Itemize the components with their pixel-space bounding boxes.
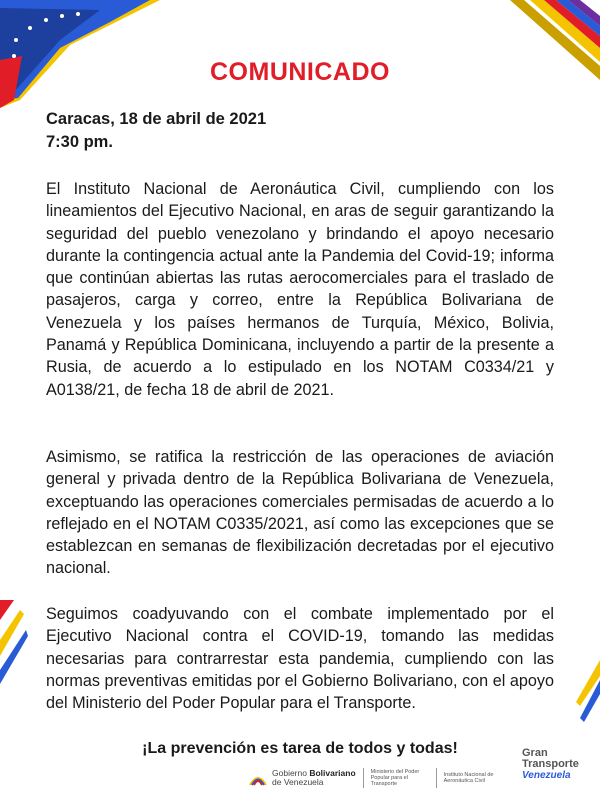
place-date: Caracas, 18 de abril de 2021 (46, 110, 267, 128)
corner-decoration-top-left (0, 0, 160, 110)
government-name: Gobierno Bolivariano de Venezuela (272, 768, 356, 787)
paragraph-3: Seguimos coadyuvando con el combate implementado por el Ejecutivo Nacional contra el COVID-19, tomando las medidas necesarias para contrarrestar esta pandemia, cumpliendo con las normas preventivas emitidas por el Gobierno Bolivariano, con el apoyo del Ministerio del Poder Popular para el Transporte. (46, 605, 554, 713)
slogan: ¡La prevención es tarea de todos y todas! (142, 740, 458, 757)
paragraph-2: Asimismo, se ratifica la restricción de las operaciones de aviación general y privada dentro de la República Bolivariana de Venezuela, exceptuando las operaciones comerciales permisadas de acuerdo a lo reflejado en el NOTAM C0335/2021, así como las excepciones que se establezcan en semanas de flexibilización decretadas por el ejecutivo nacional. (46, 448, 554, 578)
gran-mision-logo: Gran Transporte Venezuela (522, 747, 579, 781)
paragraph-1: El Instituto Nacional de Aeronáutica Civil, cumpliendo con los lineamientos del Ejecutivo Nacional, en aras de seguir garantizando la seguridad del pueblo venezolano y brindando el apoyo necesario durante la contingencia actual ante la Pandemia del Covid-19; informa que continúan abiertas las rutas aerocomerciales para el traslado de pasajeros, carga y correo, entre la República Bolivariana de Venezuela y los países hermanos de Turquía, México, Bolivia, Panamá y República Dominicana, incluyendo a partir de la presente a Rusia, de acuerdo a lo estipulado en los NOTAM C0334/21 y A0138/21, de fecha 18 de abril de 2021. (46, 180, 554, 399)
ministry-name: Ministerio del Poder Popular para el Transporte (370, 769, 420, 787)
document-title: COMUNICADO (210, 58, 390, 86)
logo-divider (363, 768, 364, 788)
government-logo (248, 768, 502, 788)
time: 7:30 pm. (46, 133, 113, 151)
flag-stars-icon (248, 769, 268, 787)
institute-name: Instituto Nacional de Aeronáutica Civil (443, 772, 494, 784)
dateline (46, 108, 266, 154)
corner-decoration-bottom-right (560, 650, 600, 730)
corner-decoration-bottom-left (0, 600, 30, 720)
logo-divider (436, 768, 437, 788)
